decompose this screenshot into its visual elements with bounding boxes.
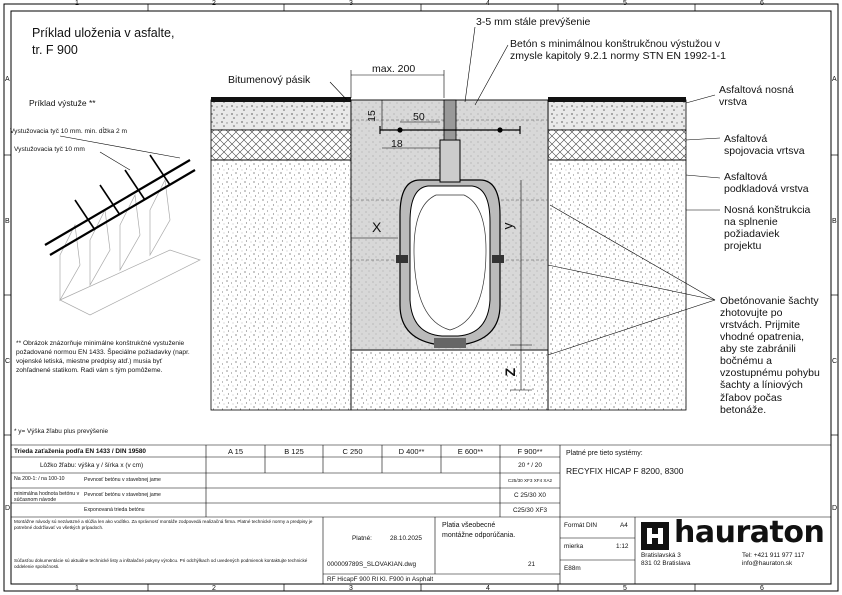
col-label: 2 bbox=[212, 585, 216, 592]
col-label: 6 bbox=[760, 0, 764, 7]
col-label: 3 bbox=[349, 0, 353, 7]
systems-value: RECYFIX HICAP F 8200, 8300 bbox=[566, 466, 684, 476]
scale-value: 1:12 bbox=[616, 543, 629, 550]
row-label: D bbox=[832, 505, 838, 512]
col-label: 5 bbox=[623, 585, 627, 592]
dim-max200: max. 200 bbox=[372, 63, 416, 75]
class-b125: B 125 bbox=[284, 447, 304, 456]
format-value: A4 bbox=[620, 522, 628, 529]
f900-bed: 20 * / 20 bbox=[518, 462, 542, 469]
dim-15: 15 bbox=[365, 110, 378, 122]
row-strength-label: Na 200-1: / na 100-10 bbox=[14, 476, 65, 482]
format-label: Formát DIN bbox=[564, 522, 598, 529]
layer-label-base: Asfaltová podkladová vrstva bbox=[724, 171, 809, 196]
company-logo: hauraton bbox=[674, 515, 825, 550]
row-exposure-sub: Exponovaná trieda betónu bbox=[84, 507, 145, 513]
class-f900: F 900** bbox=[517, 447, 543, 456]
general-notice: Platia všeobecné montážne odporúčania. bbox=[442, 522, 516, 539]
scale-label: mierka bbox=[564, 543, 584, 550]
class-a15: A 15 bbox=[227, 447, 243, 456]
row-label: B bbox=[5, 218, 10, 225]
rebar-label-long: Vystužovacia tyč 10 mm. min. dĺžka 2 m bbox=[10, 128, 128, 135]
footnote-reinforcement: ** Obrázok znázorňuje minimálne konštrukčné vystuženie požadované normou EN 1433. Špeciálne požiadavky (napr. vojenské letiská, miestne predpisy atď.) musia byť zohľadnené statikom. Radi vám s tým pomôžeme. bbox=[16, 340, 190, 374]
legal-notice-2: Súčasťou dokumentácie sú aktuálne technické listy a inštalačné pokyny výrobcu. Pri odchýlkach od uvedených podmienok kontaktujte technické oddelenie spoločnosti. bbox=[14, 558, 308, 570]
company-address-2: 831 02 Bratislava bbox=[641, 560, 691, 567]
bottom-title: RF HicapF 900 RI Kl. F900 in Asphalt bbox=[327, 576, 434, 583]
col-label: 4 bbox=[486, 585, 490, 592]
reinforcement-illustration bbox=[45, 136, 200, 315]
row-min-label: minimálna hodnota betónu v súčasnom návode bbox=[14, 491, 80, 503]
company-email: info@hauraton.sk bbox=[742, 560, 793, 567]
row-bed-label: Lôžko žľabu: výška y / šírka x (v cm) bbox=[40, 462, 144, 469]
layer-label-structure: Nosná konštrukcia na splnenie požiadaviek projektu bbox=[724, 204, 811, 253]
encasement-note: Obetónovanie šachty zhotovujte po vrstvách. Prijmite vhodné opatrenia, aby ste zabránili bočnému a vzostupnému pohybu šachty a líniových žľabov počas betonáže. bbox=[720, 295, 820, 416]
col-label: 1 bbox=[75, 585, 79, 592]
f900-exposure: C25/30 XF3 bbox=[512, 507, 548, 514]
drawing-code: E88m bbox=[564, 565, 581, 572]
col-label: 3 bbox=[349, 585, 353, 592]
hauraton-logo-mark bbox=[641, 522, 669, 550]
f900-strength: C25/30 XF3 XF4 XA2 bbox=[507, 478, 553, 483]
row-label: C bbox=[832, 358, 838, 365]
systems-label: Platné pre tieto systémy: bbox=[566, 450, 643, 457]
row-min-sub: Pevnosť betónu v stavebnej jame bbox=[84, 492, 161, 498]
row-label: C bbox=[5, 358, 11, 365]
concrete-label: Betón s minimálnou konštrukčnou výstužou v zmysle kapitoly 9.2.1 normy STN EN 1992-1-1 bbox=[510, 38, 726, 63]
row-label: D bbox=[5, 505, 11, 512]
class-d400: D 400** bbox=[398, 447, 425, 456]
row-label: A bbox=[832, 76, 837, 83]
row-label: B bbox=[832, 218, 837, 225]
col-label: 5 bbox=[623, 0, 627, 7]
dim-y: y bbox=[499, 222, 516, 230]
class-c250: C 250 bbox=[342, 447, 363, 456]
col-label: 4 bbox=[486, 0, 490, 7]
date-value: 28.10.2025 bbox=[390, 535, 422, 542]
dim-50: 50 bbox=[413, 111, 425, 123]
footnote-y: * y= Výška žľabu plus prevýšenie bbox=[14, 428, 109, 435]
drawing-number: 000009789S_SLOVAKIAN.dwg bbox=[327, 561, 417, 568]
layer-label-wearing: Asfaltová nosná vrstva bbox=[719, 84, 794, 109]
bitumen-label: Bitumenový pásik bbox=[228, 74, 311, 86]
sheet-number: 21 bbox=[528, 561, 536, 568]
layer-label-binder: Asfaltová spojovacia vrtsva bbox=[724, 133, 805, 158]
date-label: Platné: bbox=[352, 535, 372, 542]
dim-x: X bbox=[372, 219, 382, 235]
dim-18: 18 bbox=[391, 138, 403, 150]
reinforcement-heading: Príklad výstuže ** bbox=[29, 98, 96, 108]
f900-min: C 25/30 X0 bbox=[514, 492, 546, 499]
row-label: A bbox=[5, 76, 10, 83]
class-e600: E 600** bbox=[457, 447, 484, 456]
drawing-title: Príklad uloženia v asfalte, tr. F 900 bbox=[32, 26, 175, 57]
load-class-label: Trieda zaťaženia podľa EN 1433 / DIN 19580 bbox=[14, 448, 146, 455]
company-phone: Tel: +421 911 977 117 bbox=[742, 552, 805, 559]
company-address-1: Bratislavská 3 bbox=[641, 552, 681, 559]
col-label: 2 bbox=[212, 0, 216, 7]
legal-notice: Montážne návody sú nezáväzné a slúžia len ako vodítko. Za správnosť montáže zodpovedá realizačná firma. Platné technické normy a predpisy je potrebné dodržiavať vo všetkých prípadoch. bbox=[14, 519, 313, 531]
dim-z: Z bbox=[502, 367, 519, 377]
rebar-label-short: Vystužovacia tyč 10 mm bbox=[14, 146, 85, 153]
overhang-label: 3-5 mm stále prevýšenie bbox=[476, 16, 591, 28]
col-label: 1 bbox=[75, 0, 79, 7]
col-label: 6 bbox=[760, 585, 764, 592]
row-strength-sub: Pevnosť betónu v stavebnej jame bbox=[84, 477, 161, 483]
